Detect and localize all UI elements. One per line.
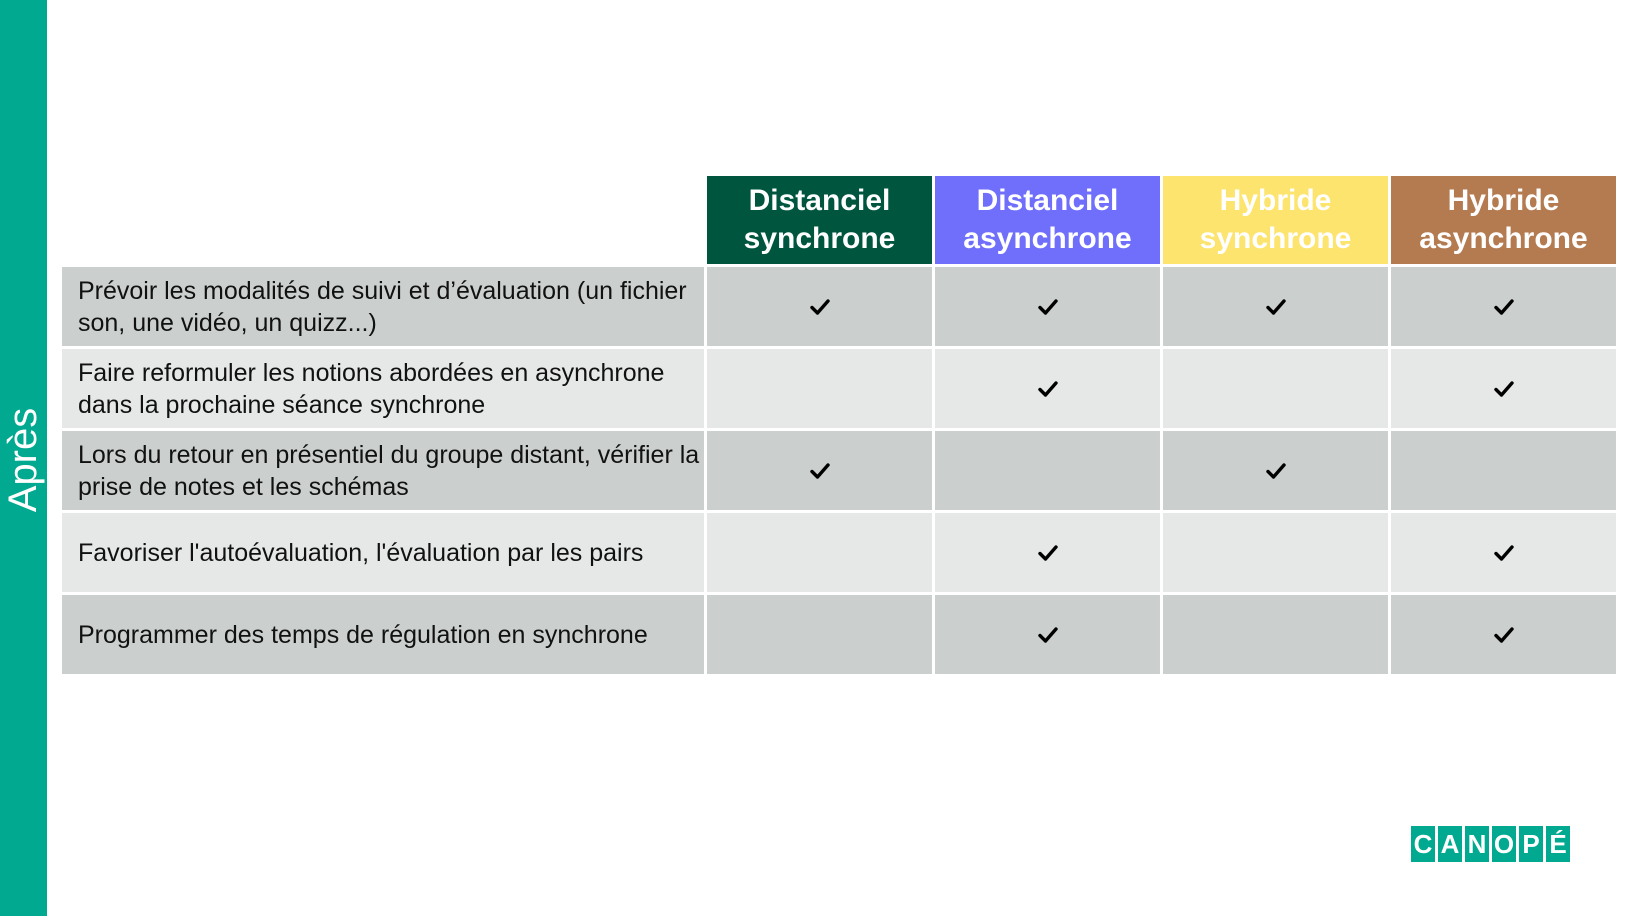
check-cell <box>1163 431 1388 510</box>
check-cell <box>935 513 1160 592</box>
check-icon <box>707 298 932 316</box>
logo-letter: O <box>1492 826 1516 862</box>
check-cell <box>707 431 932 510</box>
check-icon <box>935 626 1160 644</box>
check-icon <box>935 380 1160 398</box>
logo-letter: C <box>1411 826 1435 862</box>
check-icon <box>935 544 1160 562</box>
logo-letter: É <box>1546 826 1570 862</box>
table-row <box>62 349 1616 428</box>
check-cell <box>707 595 932 674</box>
check-icon <box>1391 298 1616 316</box>
check-cell <box>1163 513 1388 592</box>
row-label: Favoriser l'autoévaluation, l'évaluation par les pairs <box>62 513 704 592</box>
check-cell <box>1163 595 1388 674</box>
column-header: Distanciel asynchrone <box>935 176 1160 264</box>
check-cell <box>707 513 932 592</box>
side-band <box>0 0 47 916</box>
check-cell <box>935 431 1160 510</box>
logo-letter: N <box>1465 826 1489 862</box>
section-title: Après <box>1 407 45 513</box>
check-icon <box>707 462 932 480</box>
comparison-table <box>59 173 1619 677</box>
column-header: Distanciel synchrone <box>707 176 932 264</box>
check-cell <box>935 595 1160 674</box>
column-header: Hybride asynchrone <box>1391 176 1616 264</box>
table-row <box>62 595 1616 674</box>
logo-letter: A <box>1438 826 1462 862</box>
canope-logo <box>1411 826 1570 862</box>
check-cell <box>935 267 1160 346</box>
table-row <box>62 267 1616 346</box>
table-header-row <box>62 176 1616 264</box>
check-icon <box>1391 626 1616 644</box>
row-label: Faire reformuler les notions abordées en asynchrone dans la prochaine séance synchrone <box>62 349 704 428</box>
check-cell <box>707 267 932 346</box>
check-cell <box>1391 595 1616 674</box>
check-cell <box>1391 349 1616 428</box>
table-row <box>62 513 1616 592</box>
check-icon <box>1163 298 1388 316</box>
header-blank-cell <box>62 176 704 264</box>
check-icon <box>935 298 1160 316</box>
check-cell <box>1163 349 1388 428</box>
row-label: Prévoir les modalités de suivi et d’évaluation (un fichier son, une vidéo, un quizz...) <box>62 267 704 346</box>
check-cell <box>1391 431 1616 510</box>
check-cell <box>1163 267 1388 346</box>
check-icon <box>1391 544 1616 562</box>
row-label: Lors du retour en présentiel du groupe distant, vérifier la prise de notes et les schémas <box>62 431 704 510</box>
row-label: Programmer des temps de régulation en synchrone <box>62 595 704 674</box>
table-row <box>62 431 1616 510</box>
check-cell <box>1391 513 1616 592</box>
check-icon <box>1163 462 1388 480</box>
check-cell <box>707 349 932 428</box>
check-icon <box>1391 380 1616 398</box>
column-header: Hybride synchrone <box>1163 176 1388 264</box>
check-cell <box>1391 267 1616 346</box>
logo-letter: P <box>1519 826 1543 862</box>
check-cell <box>935 349 1160 428</box>
